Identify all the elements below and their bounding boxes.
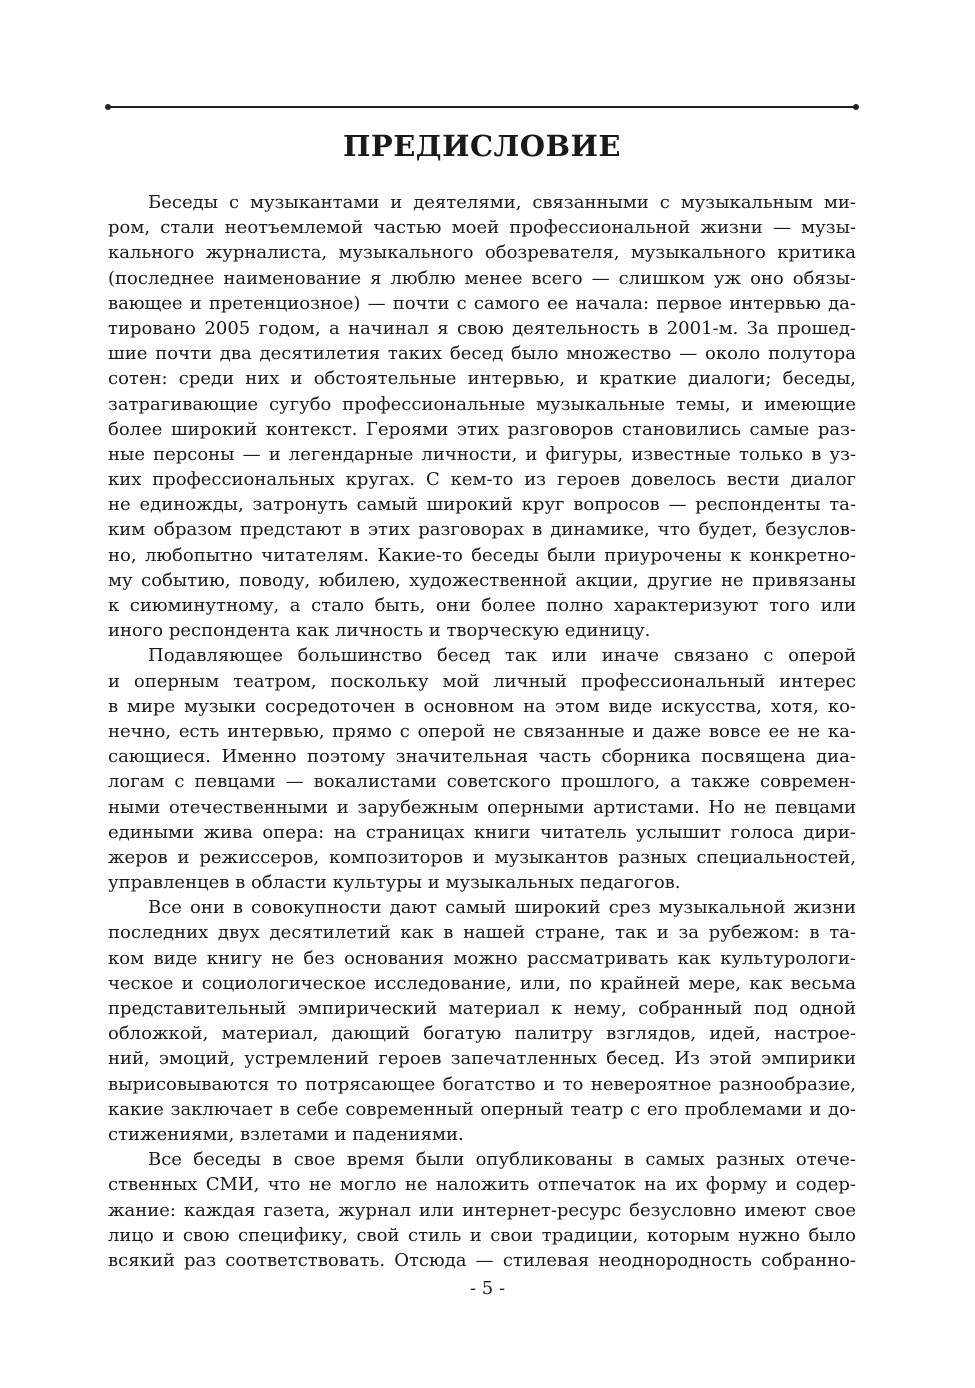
page-title: ПРЕДИСЛОВИЕ [343, 129, 621, 163]
text-line: кального журналиста, музыкального обозревателя, музыкального критика [108, 242, 856, 264]
text-line: ком виде книгу не без основания можно рассматривать как культурологи- [108, 947, 856, 969]
text-line: логам с певцами — вокалистами советского прошлого, а также современ- [108, 771, 856, 793]
paragraph-3 [108, 895, 856, 1147]
text-line: ром, стали неотъемлемой частью моей профессиональной жизни — музы- [108, 217, 856, 239]
paragraph-1 [108, 190, 856, 643]
text-line: сающиеся. Именно поэтому значительная часть сборника посвящена диа- [108, 746, 856, 768]
paragraph-2 [108, 643, 856, 895]
text-line: вающее и претенциозное) — почти с самого ее начала: первое интервью да- [108, 292, 856, 314]
text-line: Все беседы в свое время были опубликованы в самых разных отече- [148, 1149, 856, 1171]
text-line: ственных СМИ, что не могло не наложить отпечаток на их форму и содер- [108, 1174, 856, 1196]
text-line: всякий раз соответствовать. Отсюда — стилевая неоднородность собранно- [108, 1249, 856, 1271]
text-line: к сиюминутному, а стало быть, они более полно характеризуют того или [108, 595, 856, 616]
text-line: но, любопытно читателям. Какие-то беседы были приурочены к конкретно- [108, 544, 856, 566]
text-line: сотен: среди них и обстоятельные интервью, и краткие диалоги; беседы, [108, 368, 856, 390]
text-line: Беседы с музыкантами и деятелями, связанными с музыкальным ми- [148, 192, 856, 213]
paragraph-4 [108, 1147, 856, 1273]
text-line: обложкой, материал, дающий богатую палитру взглядов, идей, настрое- [108, 1023, 856, 1045]
text-line: ким образом предстают в этих разговорах в динамике, что будет, безуслов- [108, 519, 856, 541]
text-line: стижениями, взлетами и падениями. [108, 1123, 464, 1145]
text-line: в мире музыки сосредоточен в основном на этом виде искусства, хотя, ко- [108, 695, 856, 717]
text-line: затрагивающие сугубо профессиональные музыкальные темы, и имеющие [108, 393, 856, 415]
text-line: Подавляющее большинство бесед так или иначе связано с оперой [148, 645, 856, 667]
text-line: едиными жива опера: на страницах книги читатель услышит голоса дири- [108, 821, 856, 843]
text-line: тировано 2005 годом, а начинал я свою деятельность в 2001-м. За прошед- [108, 317, 856, 339]
text-line: нечно, есть интервью, прямо с оперой не связанные и даже вовсе ее не ка- [108, 720, 856, 742]
text-line: последних двух десятилетий как в нашей стране, так и за рубежом: в та- [108, 922, 856, 944]
text-line: ные персоны — и легендарные личности, и фигуры, известные только в уз- [108, 443, 856, 465]
text-line: жеров и режиссеров, композиторов и музыкантов разных специальностей, [108, 846, 856, 868]
text-line: ными отечественными и зарубежным оперными артистами. Но не певцами [108, 796, 856, 818]
top-rule-divider [108, 106, 856, 108]
page-body [108, 106, 856, 1273]
text-line: му событию, поводу, юбилею, художественной акции, другие не привязаны [108, 569, 856, 591]
text-line: представительный эмпирический материал к нему, собранный под одной [108, 998, 856, 1019]
text-line: более широкий контекст. Героями этих разговоров становились самые раз- [108, 418, 856, 440]
text-line: управленцев в области культуры и музыкальных педагогов. [108, 872, 681, 894]
text-line: ческое и социологическое исследование, или, по крайней мере, как весьма [108, 972, 856, 994]
text-line: ких профессиональных кругах. С кем-то из героев довелось вести диалог [108, 469, 856, 491]
text-line: вырисовываются то потрясающее богатство и то невероятное разнообразие, [108, 1073, 856, 1095]
text-line: (последнее наименование я люблю менее всего — слишком уж оно обязы- [108, 267, 856, 289]
text-line: шие почти два десятилетия таких бесед было множество — около полутора [108, 343, 856, 365]
text-line: жание: каждая газета, журнал или интернет-ресурс безусловно имеют свое [108, 1199, 856, 1221]
page-number: - 5 - [469, 1278, 506, 1299]
text-line: Все они в совокупности дают самый широкий срез музыкальной жизни [148, 897, 856, 919]
text-line: не единожды, затронуть самый широкий круг вопросов — респонденты та- [108, 494, 856, 516]
text-line: ний, эмоций, устремлений героев запечатленных бесед. Из этой эмпирики [108, 1048, 856, 1070]
text-line: иного респондента как личность и творческую единицу. [108, 620, 651, 642]
text-line: лицо и свою специфику, свой стиль и свои традиции, которым нужно было [108, 1224, 856, 1246]
text-line: какие заключает в себе современный оперный театр с его проблемами и до- [108, 1098, 856, 1120]
text-line: и оперным театром, поскольку мой личный профессиональный интерес [108, 670, 856, 692]
